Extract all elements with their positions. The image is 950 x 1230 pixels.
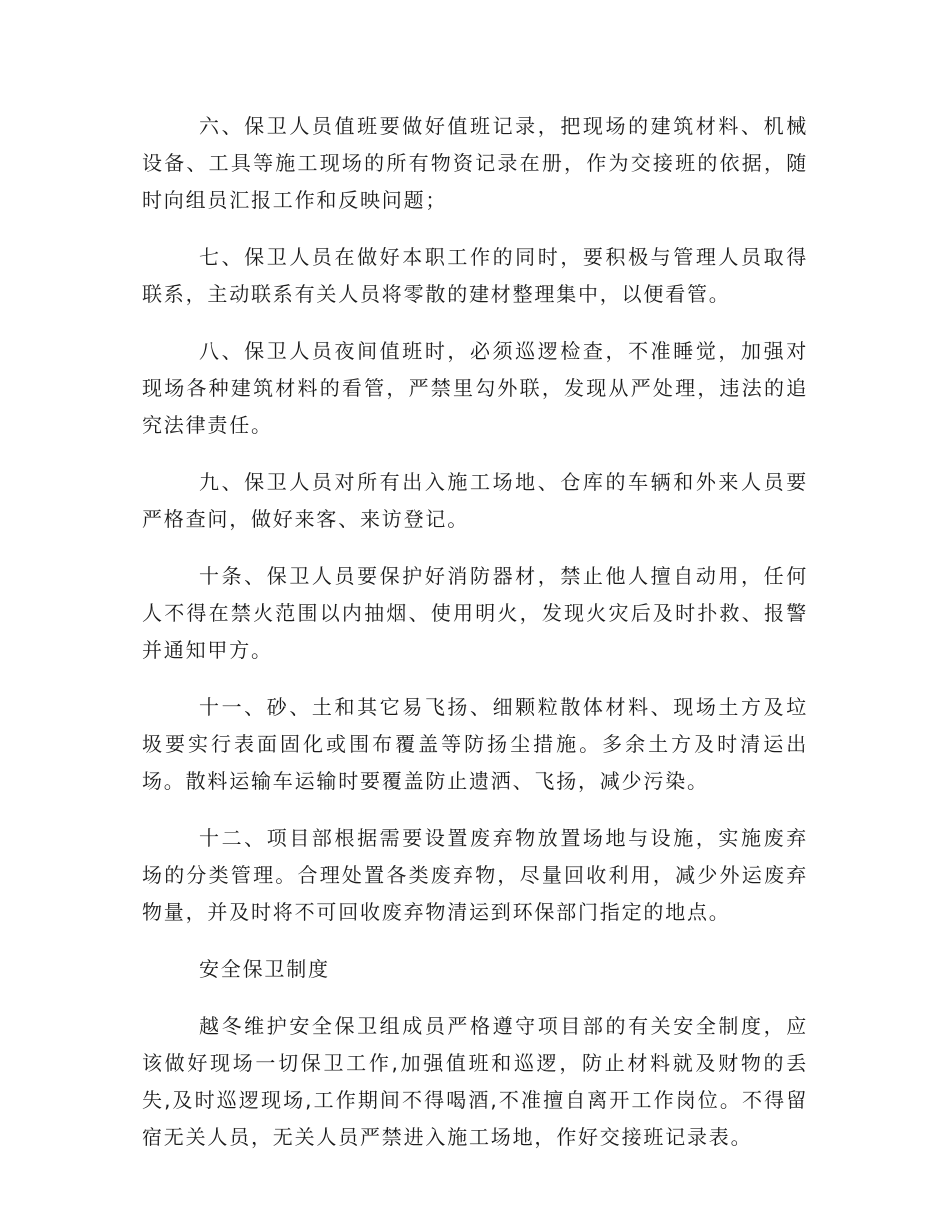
paragraph-item-9: 九、保卫人员对所有出入施工场地、仓库的车辆和外来人员要严格查问，做好来客、来访登记。 [142,470,808,531]
paragraph-item-7: 七、保卫人员在做好本职工作的同时，要积极与管理人员取得联系，主动联系有关人员将零散的建材整理集中，以便看管。 [142,245,808,306]
security-policy-paragraph: 越冬维护安全保卫组成员严格遵守项目部的有关安全制度，应该做好现场一切保卫工作,加强值班和巡逻，防止材料就及财物的丢失,及时巡逻现场,工作期间不得喝酒,不准擅自离开工作岗位。不得留宿无关人员，无关人员严禁进入施工场地，作好交接班记录表。 [142,1014,808,1149]
paragraph-item-12: 十二、项目部根据需要设置废弃物放置场地与设施，实施废弃场的分类管理。合理处置各类废弃物，尽量回收利用，减少外运废弃物量，并及时将不可回收废弃物清运到环保部门指定的地点。 [142,826,808,924]
paragraph-item-11: 十一、砂、土和其它易飞扬、细颗粒散体材料、现场土方及垃圾要实行表面固化或围布覆盖等防扬尘措施。多余土方及时清运出场。散料运输车运输时要覆盖防止遗洒、飞扬，减少污染。 [142,695,808,793]
paragraph-item-8: 八、保卫人员夜间值班时，必须巡逻检查，不准睡觉，加强对现场各种建筑材料的看管，严禁里勾外联，发现从严处理，违法的追究法律责任。 [142,339,808,437]
section-heading: 安全保卫制度 [199,957,330,981]
paragraph-item-10: 十条、保卫人员要保护好消防器材，禁止他人擅自动用，任何人不得在禁火范围以内抽烟、使用明火，发现火灾后及时扑救、报警并通知甲方。 [142,564,808,662]
paragraph-item-6: 六、保卫人员值班要做好值班记录，把现场的建筑材料、机械设备、工具等施工现场的所有物资记录在册，作为交接班的依据，随时向组员汇报工作和反映问题； [142,114,808,212]
document-body [142,108,808,1176]
